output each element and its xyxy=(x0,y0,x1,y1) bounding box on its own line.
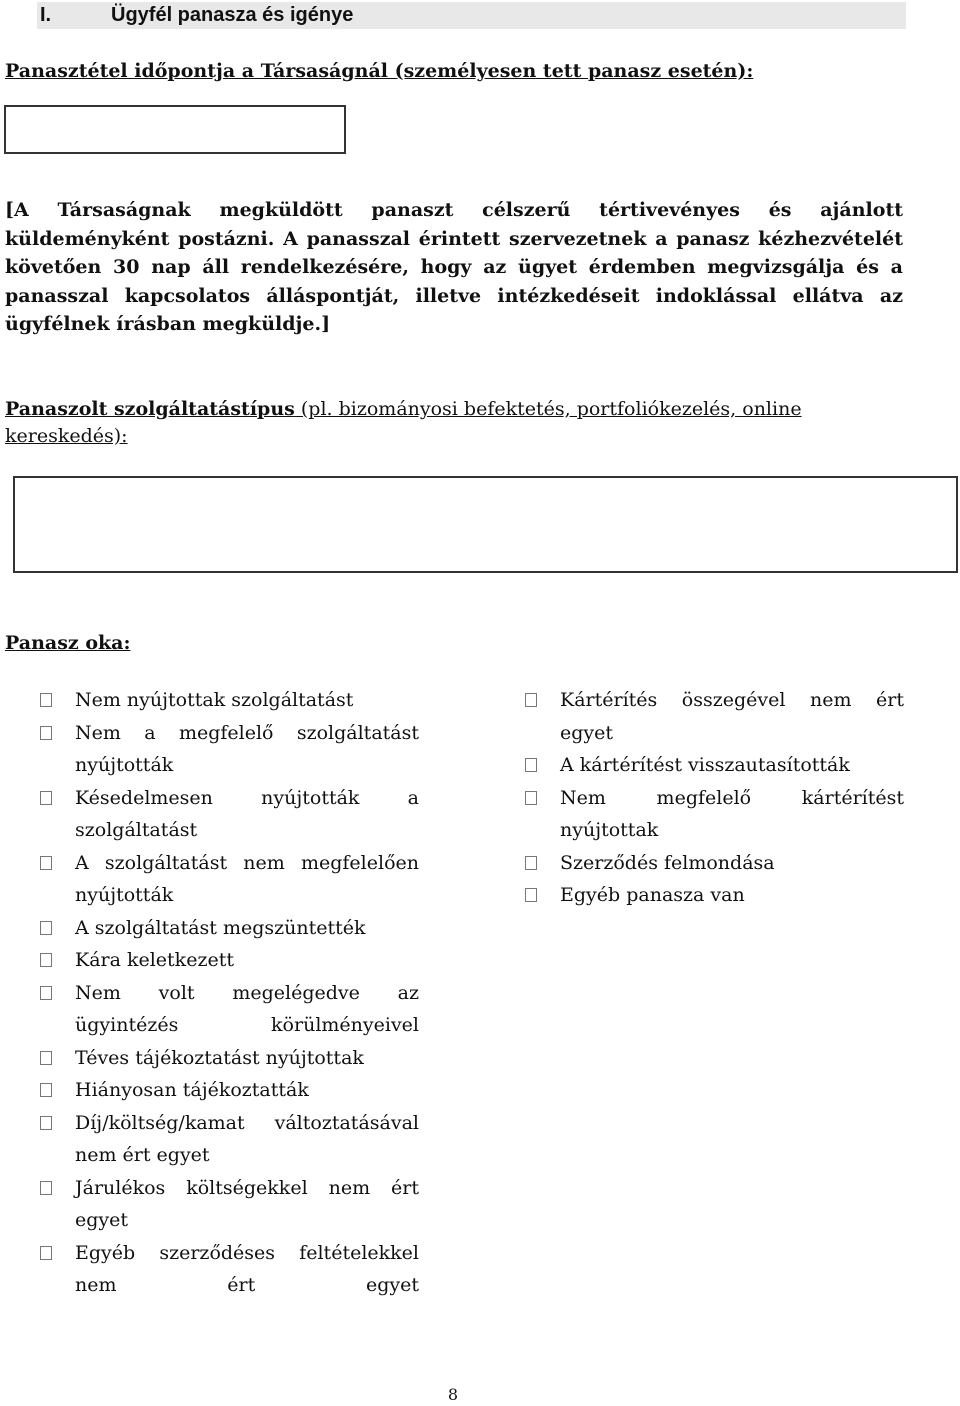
page-number: 8 xyxy=(447,1385,459,1404)
complaint-date-label: Panasztétel időpontja a Társaságnál (személyesen tett panasz esetén): xyxy=(5,60,754,82)
reason-option[interactable]: Egyéb panasza van xyxy=(524,879,904,912)
reason-option[interactable]: Téves tájékoztatást nyújtottak xyxy=(39,1042,419,1075)
checkbox[interactable] xyxy=(40,986,52,1000)
checkbox[interactable] xyxy=(40,953,52,967)
reason-option[interactable]: A szolgáltatást nem megfelelően nyújtották xyxy=(39,847,419,912)
service-type-label-example: (pl. bizományosi befektetés, portfoliókezelés, online kereskedés): xyxy=(5,398,802,447)
complaint-date-field[interactable] xyxy=(4,105,346,154)
checkbox[interactable] xyxy=(40,1181,52,1195)
section-header xyxy=(37,2,906,29)
reason-option[interactable]: Kártérítés összegével nem ért egyet xyxy=(524,684,904,749)
reason-option[interactable]: Kára keletkezett xyxy=(39,944,419,977)
reason-option[interactable]: Díj/költség/kamat változtatásával nem ért egyet xyxy=(39,1107,419,1172)
checkbox[interactable] xyxy=(40,1083,52,1097)
checkbox[interactable] xyxy=(40,1246,52,1260)
checkbox[interactable] xyxy=(40,791,52,805)
reason-option[interactable]: Késedelmesen nyújtották a szolgáltatást xyxy=(39,782,419,847)
reason-option[interactable]: Hiányosan tájékoztatták xyxy=(39,1074,419,1107)
service-type-field[interactable] xyxy=(13,476,958,573)
reason-option[interactable]: Szerződés felmondása xyxy=(524,847,904,880)
service-type-label-main: Panaszolt szolgáltatástípus xyxy=(5,398,295,420)
reason-option[interactable]: A szolgáltatást megszüntették xyxy=(39,912,419,945)
section-number: I. xyxy=(40,4,52,26)
checkbox[interactable] xyxy=(40,693,52,707)
checkbox[interactable] xyxy=(40,1051,52,1065)
checkbox[interactable] xyxy=(525,791,537,805)
service-type-label xyxy=(5,396,903,450)
reason-option[interactable]: Nem megfelelő kártérítést nyújtottak xyxy=(524,782,904,847)
checkbox[interactable] xyxy=(40,921,52,935)
checkbox[interactable] xyxy=(40,856,52,870)
section-title: Ügyfél panasza és igénye xyxy=(111,4,354,26)
reason-option[interactable]: Járulékos költségekkel nem ért egyet xyxy=(39,1172,419,1237)
reason-option[interactable]: Nem nyújtottak szolgáltatást xyxy=(39,684,419,717)
checkbox[interactable] xyxy=(525,856,537,870)
reason-option[interactable]: A kártérítést visszautasították xyxy=(524,749,904,782)
checkbox[interactable] xyxy=(525,758,537,772)
reason-options-right xyxy=(524,684,904,912)
checkbox[interactable] xyxy=(40,726,52,740)
reason-option[interactable]: Egyéb szerződéses feltételekkel nem ért egyet xyxy=(39,1237,419,1302)
complaint-reason-label: Panasz oka: xyxy=(5,632,131,654)
checkbox[interactable] xyxy=(40,1116,52,1130)
checkbox[interactable] xyxy=(525,693,537,707)
checkbox[interactable] xyxy=(525,888,537,902)
reason-option[interactable]: Nem volt megelégedve az ügyintézés körülményeivel xyxy=(39,977,419,1042)
reason-option[interactable]: Nem a megfelelő szolgáltatást nyújtották xyxy=(39,717,419,782)
reason-options-left xyxy=(39,684,419,1302)
postal-notice: [A Társaságnak megküldött panaszt célszerű tértivevényes és ajánlott küldeményként postázni. A panasszal érintett szervezetnek a panasz kézhezvételét követően 30 nap áll rendelkezésére, hogy az ügyet érdemben megvizsgálja és a panasszal kapcsolatos álláspontját, illetve intézkedéseit indoklással ellátva az ügyfélnek írásban megküldje.] xyxy=(5,199,903,335)
